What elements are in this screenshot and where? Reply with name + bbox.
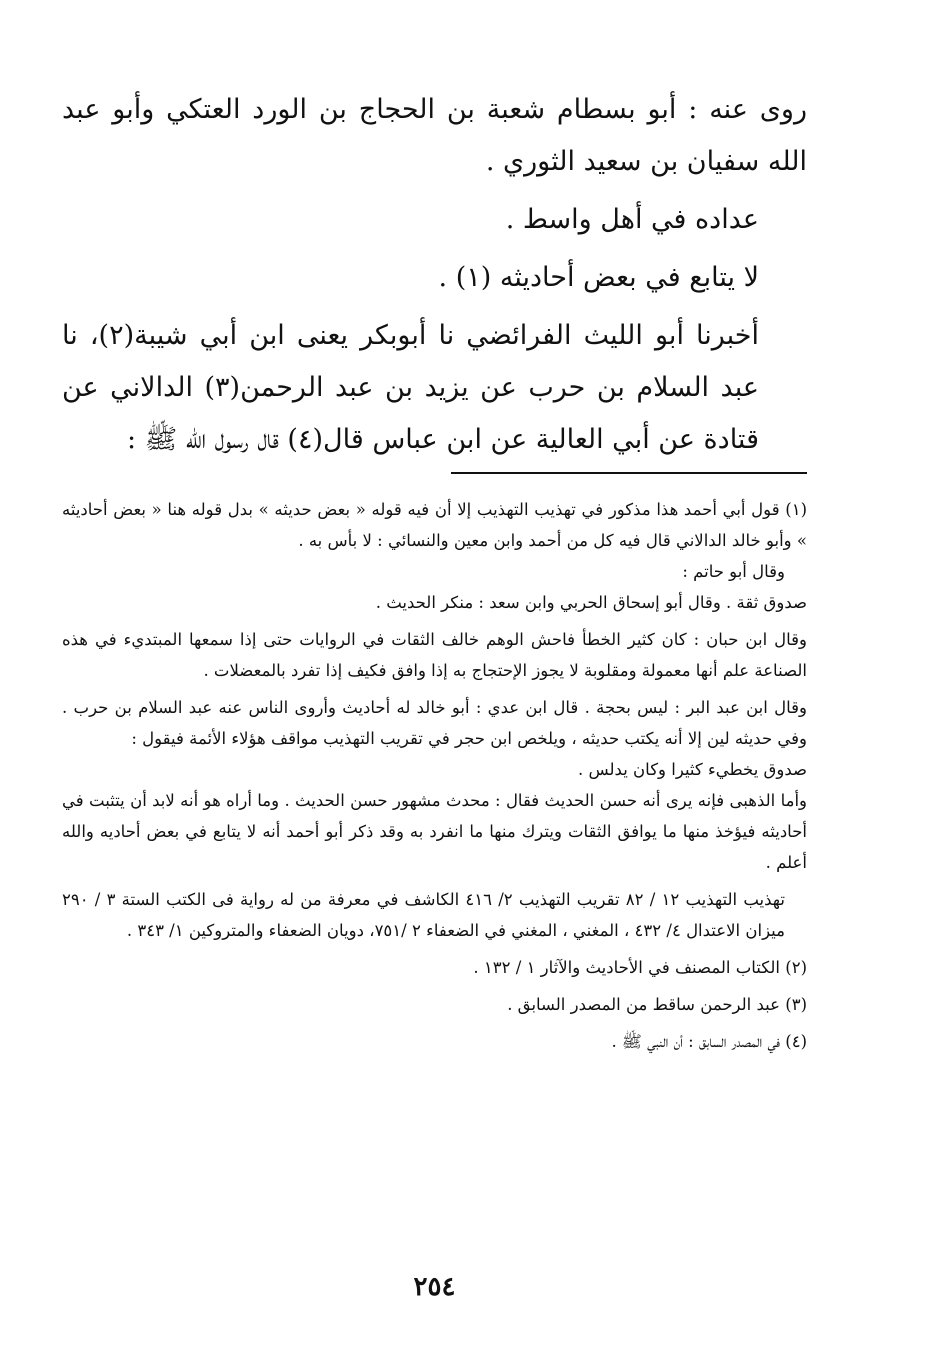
footnote-1-yukhti: صدوق يخطيء كثيرا وكان يدلس .	[578, 760, 807, 779]
main-paragraph-residence: عداده في أهل واسط .	[505, 204, 759, 235]
footnote-2: (٢) الكتاب المصنف في الأحاديث والآثار ١ / ١٣٢ .	[473, 958, 807, 977]
main-paragraph-narrators: روى عنه : أبو بسطام شعبة بن الحجاج بن الورد العتكي وأبو عبد الله سفيان بن سعيد الثوري .	[62, 94, 807, 177]
main-text	[62, 84, 807, 466]
footnote-separator	[451, 472, 807, 474]
footnotes	[62, 494, 807, 1057]
footnote-3: (٣) عبد الرحمن ساقط من المصدر السابق .	[507, 995, 807, 1014]
footnote-1-abu-hatim: وقال أبو حاتم :	[682, 562, 785, 581]
main-paragraph-isnad: أخبرنا أبو الليث الفرائضي نا أبوبكر يعنى ابن أبي شيبة(٢)، نا عبد السلام بن حرب عن يزيد بن عبد الرحمن(٣) الدالاني عن قتادة عن أبي العالية عن ابن عباس قال(٤) قال رسول الله ﷺ :	[62, 320, 760, 455]
footnote-1-ibn-hibban: وقال ابن حبان : كان كثير الخطأ فاحش الوهم خالف الثقات في الروايات حتى إذا سمعها المبتديء في هذه الصناعة علم أنها معمولة ومقلوبة لا يجوز الإحتجاج به إذا وافق فكيف إذا تفرد بالمعضلات .	[62, 630, 807, 680]
book-page	[62, 0, 807, 1359]
footnote-4: (٤) في المصدر السابق : أن النبي ﷺ .	[611, 1032, 807, 1051]
footnote-1-ibn-abd-al-barr: وقال ابن عبد البر : ليس بحجة . قال ابن عدي : أبو خالد له أحاديث وأروى الناس عنه عبد السلام بن حرب . وفي حديثه لين إلا أنه يكتب حديثه ، ويلخص ابن حجر في تقريب التهذيب مواقف هؤلاء الأئمة فيقول :	[62, 698, 807, 748]
footnote-1-dhahabi: وأما الذهبى فإنه يرى أنه حسن الحديث فقال : محدث مشهور حسن الحديث . وما أراه هو أنه لابد أن يتثبت في أحاديثه فيؤخذ منها ما يوافق الثقات ويترك منها ما انفرد به وقد ذكر أبو أحمد أنه لا يتابع في بعض أحاديه والله أعلم .	[62, 791, 807, 872]
footnote-1-intro: (١) قول أبي أحمد هذا مذكور في تهذيب التهذيب إلا أن فيه قوله « بعض حديثه » بدل قوله هنا « بعض أحاديثه » وأبو خالد الدالاني قال فيه كل من أحمد وابن معين والنسائي : لا بأس به .	[62, 500, 807, 550]
page-number: ٢٥٤	[413, 1272, 456, 1302]
main-paragraph-not-followed: لا يتابع في بعض أحاديثه (١) .	[438, 262, 759, 293]
footnote-1-sources: تهذيب التهذيب ١٢ / ٨٢ تقريب التهذيب ٢/ ٤١٦ الكاشف في معرفة من له رواية فى الكتب الستة ٣ / ٢٩٠ ميزان الاعتدال ٤/ ٤٣٢ ، المغني ، المغني في الضعفاء ٢ /٧٥١، دويان الضعفاء والمتروكين ١/ ٣٤٣ .	[62, 890, 785, 940]
footnote-1-saduq: صدوق ثقة . وقال أبو إسحاق الحربي وابن سعد : منكر الحديث .	[375, 593, 807, 612]
